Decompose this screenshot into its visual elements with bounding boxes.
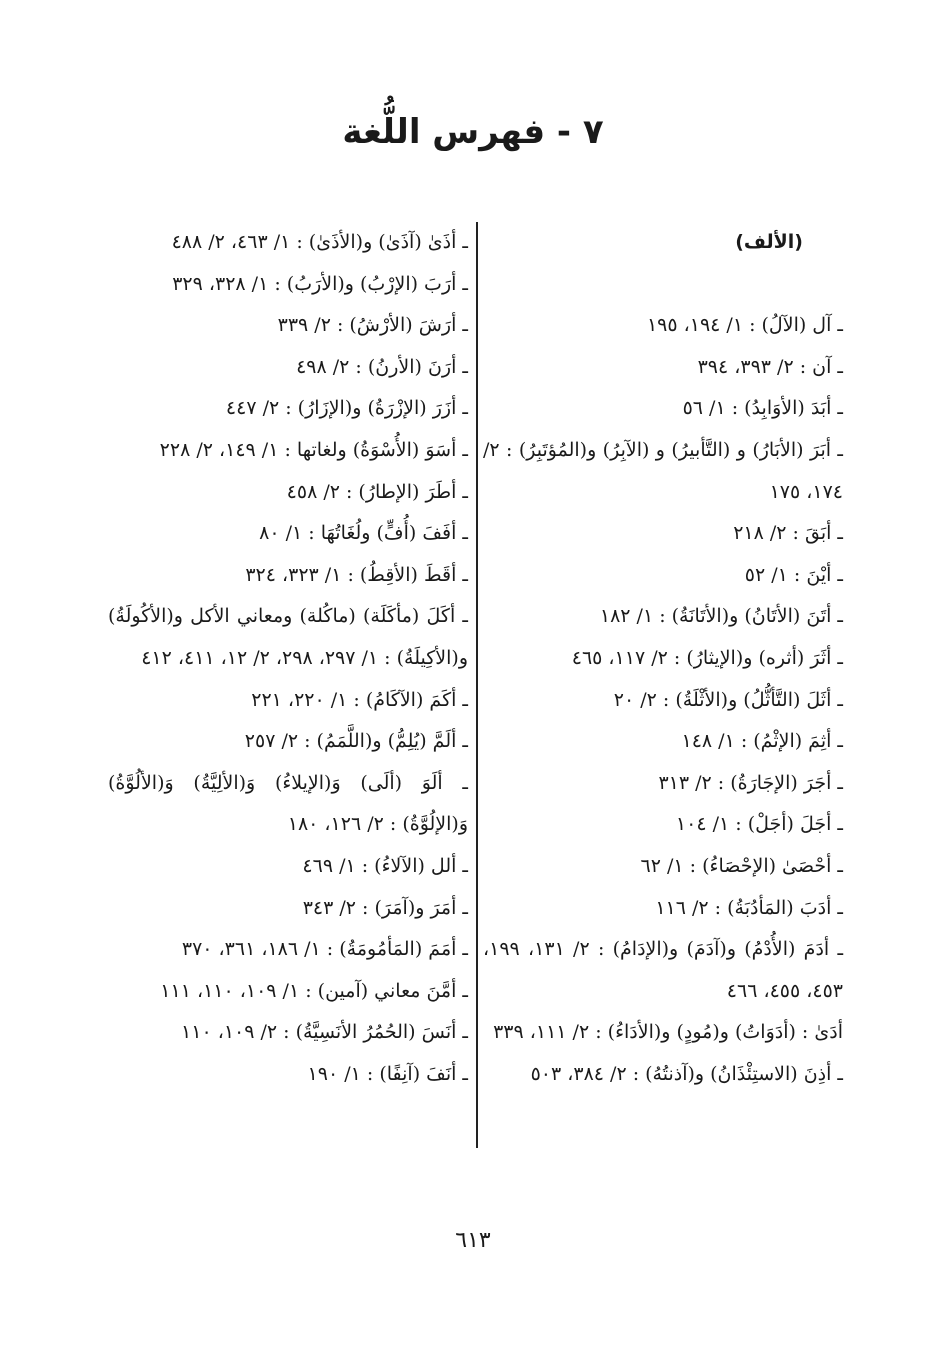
section-spacer — [483, 264, 843, 306]
index-entry: ـ أفَفَ (أُفٍّ) ولُغَاتُهَا : ١/ ٨٠ — [259, 522, 468, 545]
index-entry: أدَىٰ : (أدَوَاتُ) و(مُودٍ) و(الأدَاءُ) : ٢/ ١١١، ٣٣٩ — [493, 1021, 843, 1044]
section-heading-alif: (الألف) — [735, 231, 803, 253]
index-entry: ـ أذَىٰ (آذَىٰ) و(الأذَىٰ) : ١/ ٤٦٣، ٢/ ٤٨٨ — [171, 231, 468, 253]
index-entry: ـ أحْصَىٰ (الإحْصَاءُ) : ١/ ٦٢ — [640, 854, 843, 877]
index-entry: ـ أثِمَ (الإثْمُ) : ١/ ١٤٨ — [681, 730, 843, 753]
column-divider — [476, 222, 478, 1148]
index-entry: ـ أجَلَ (أجَلْ) : ١/ ١٠٤ — [675, 813, 843, 836]
index-entry: ـ أثَلَ (التَّأثُّلُ) و(الأثْلَةُ) : ٢/ ٢٠ — [613, 688, 843, 711]
index-entry: ـ أنَسَ (الحُمُرُ الأنَسِيَّةُ) : ٢/ ١٠٩، ١١٠ — [181, 1021, 468, 1044]
index-entry: ـ أسَوَ (الأُسْوَةُ) ولغاتها : ١/ ١٤٩، ٢/ ٢٢٨ — [159, 438, 468, 461]
index-entry: ـ أدَبَ (المَأدُبَةُ) : ٢/ ١١٦ — [655, 896, 843, 919]
index-entry: ـ أتَنَ (الأتَانُ) و(الأتَانَةُ) : ١/ ١٨٢ — [599, 605, 843, 628]
index-entry: ـ أثَرَ (أثره) و(الإيثارُ) : ٢/ ١١٧، ٤٦٥ — [571, 646, 843, 669]
index-entry: ـ أمَّنَ معاني (آمين) : ١/ ١٠٩، ١١٠، ١١١ — [160, 979, 468, 1002]
index-entry: ـ أطَرَ (الإطارُ) : ٢/ ٤٥٨ — [286, 480, 468, 503]
index-entry: ـ أمَمَ (المَأمُومَةُ) : ١/ ١٨٦، ٣٦١، ٣٧٠ — [181, 938, 468, 961]
index-entry: ـ أدَمَ (الأُدْمُ) و(آدَمَ) و(الإدَامُ) : ٢/ ١٣١، ١٩٩، ٤٥٣، ٤٥٥، ٤٦٦ — [483, 938, 844, 1002]
page-number: ٦١٣ — [455, 1228, 491, 1253]
index-entry: ـ أذِنَ (الاستِئْذَانُ) و(آذنتُهُ) : ٢/ ٣٨٤، ٥٠٣ — [530, 1062, 843, 1085]
index-entry: ـ أكَمَ (الآكَامُ) : ١/ ٢٢٠، ٢٢١ — [251, 688, 468, 711]
index-entry: ـ أقَطَ (الأقِطُ) : ١/ ٣٢٣، ٣٢٤ — [245, 563, 468, 586]
index-entry: ـ آن : ٢/ ٣٩٣، ٣٩٤ — [697, 355, 843, 378]
index-entry: ـ أرَنَ (الأرنُ) : ٢/ ٤٩٨ — [296, 355, 468, 378]
index-entry: ـ ألَمَّ (يُلِمُّ) و(اللَّمَمُ) : ٢/ ٢٥٧ — [244, 730, 468, 753]
index-entry: ـ ألَوَ (ألَى) وَ(الإيلاءُ) وَ(الألِيَّةُ) وَ(الألُوَّةُ) وَ(الإلُوَّةُ) : ٢/ ١٢٦، ١٨٠ — [108, 771, 468, 836]
index-entry: ـ أرَشَ (الأرْشُ) : ٢/ ٣٣٩ — [277, 314, 468, 337]
index-entry: ـ أكَلَ (مأكَلَة) (ماكُلة) ومعاني الأكل و(الأكُولَةُ) و(الأكِيلَةُ) : ١/ ٢٩٧، ٢٩٨، ٢/ ١٢، ٤١١، ٤١٢ — [108, 605, 468, 669]
index-entry: ـ أبَدَ (الأوَابِدُ) : ١/ ٥٦ — [682, 397, 843, 420]
index-entry: ـ ألل (الآلاءُ) : ١/ ٤٦٩ — [302, 854, 468, 877]
index-entry: ـ أيْنَ : ١/ ٥٢ — [744, 563, 843, 586]
index-entry: ـ أبَرَ (الأبَارُ) و (التَّأبيرُ) و (الآبِرُ) و(المُؤتَبِرُ) : ٢/ ١٧٤، ١٧٥ — [483, 438, 843, 503]
index-entry: ـ أرَبَ (الإرْبُ) و(الأرَبُ) : ١/ ٣٢٨، ٣٢٩ — [172, 272, 468, 295]
index-entry: ـ أنَفَ (آنِفًا) : ١/ ١٩٠ — [307, 1062, 468, 1085]
page-title: ٧ - فهرس اللُّغة — [342, 112, 604, 152]
index-entry: ـ أجَرَ (الإجَارَةُ) : ٢/ ٣١٣ — [658, 771, 843, 794]
index-entry: ـ أمَرَ و(آمَرَ) : ٢/ ٣٤٣ — [302, 896, 468, 919]
index-entry: ـ آل (الآلُ) : ١/ ١٩٤، ١٩٥ — [646, 314, 843, 337]
index-entry: ـ أبَقَ : ٢/ ٢١٨ — [733, 522, 843, 545]
index-column-left — [108, 222, 468, 1095]
index-column-right — [483, 222, 843, 1095]
index-entry: ـ أزَرَ (الإزْرَةُ) و(الإزَارُ) : ٢/ ٤٤٧ — [225, 397, 468, 420]
